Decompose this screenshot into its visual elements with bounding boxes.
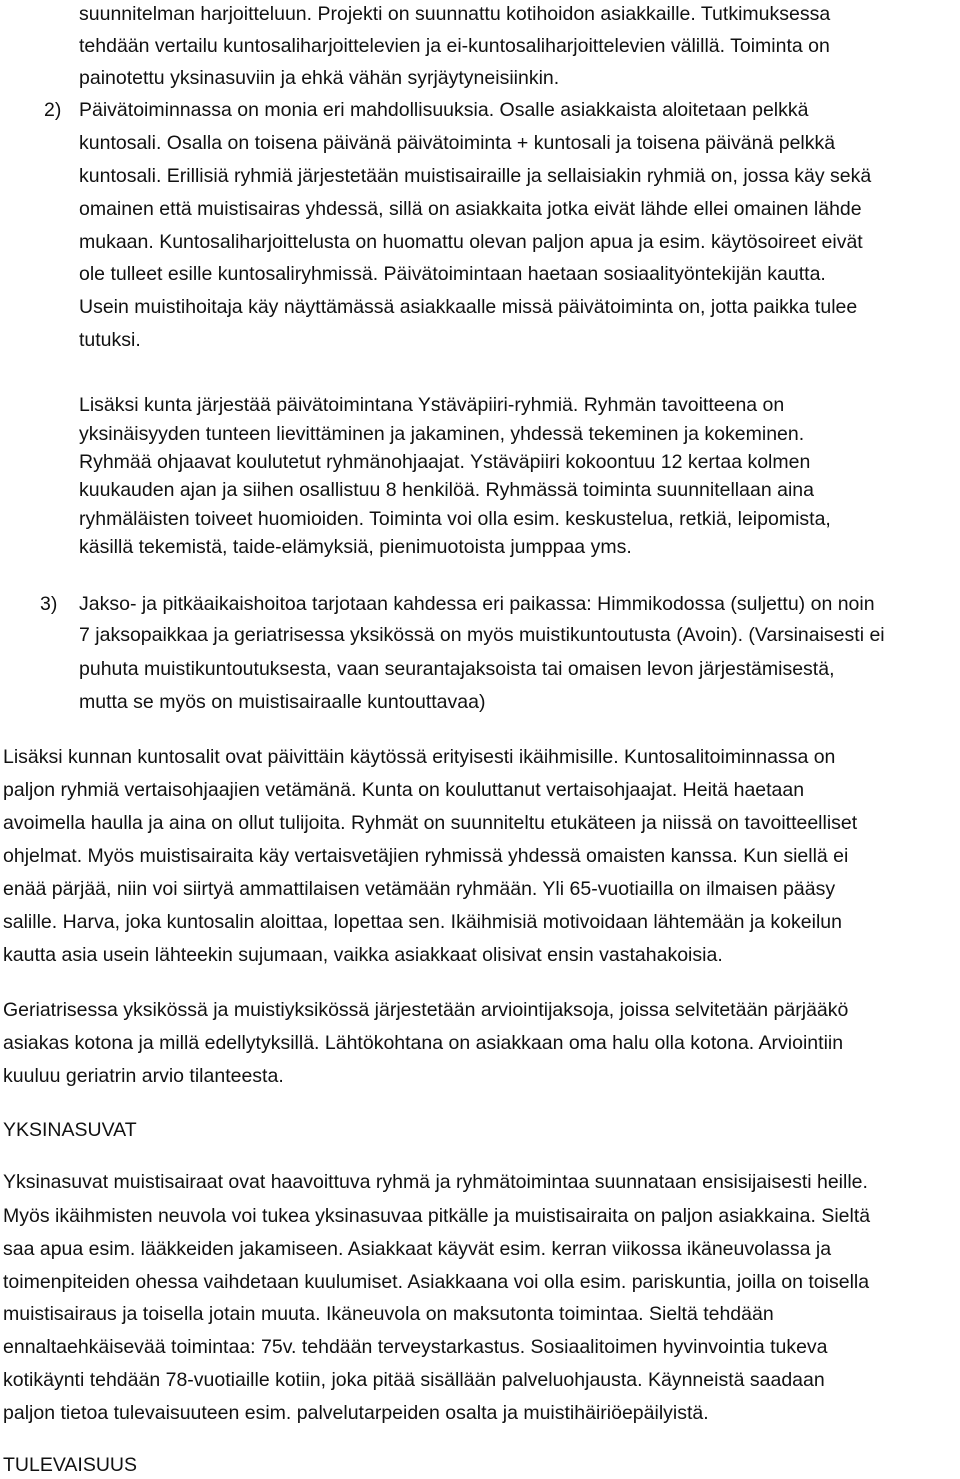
kuntosalit-line-4: ohjelmat. Myös muistisairaita käy vertaisvetäjien ryhmissä yhdessä omaisten kanssa. Kun siellä ei	[3, 845, 849, 867]
item2-line-1: Päivätoiminnassa on monia eri mahdollisuuksia. Osalle asiakkaista aloitetaan pelkkä	[79, 99, 809, 121]
item2-line-6: ole tulleet esille kuntosaliryhmissä. Päivätoimintaan haetaan sosiaalityöntekijän kautta.	[79, 263, 826, 285]
item2-line-3: kuntosali. Erillisiä ryhmiä järjestetään muistisairaille ja sellaisiakin ryhmiä on, jossa käy sekä	[79, 165, 872, 187]
item2-number: 2)	[44, 99, 62, 121]
yksinasuvat-line-6: ennaltaehkäisevää toimintaa: 75v. tehdään terveystarkastus. Sosiaalitoimen hyvinvointia tukeva	[3, 1336, 828, 1358]
item2-line-8: tutuksi.	[79, 329, 141, 351]
heading-tulevaisuus: TULEVAISUUS	[3, 1454, 138, 1476]
block1-line-2: tehdään vertailu kuntosaliharjoittelevien ja ei-kuntosaliharjoittelevien välillä. Toiminta on	[79, 35, 830, 57]
kuntosalit-line-7: kautta asia usein lähteekin sujumaan, vaikka asiakkaat olisivat ensin vastahakoisia.	[3, 944, 723, 966]
arviointi-line-1: Geriatrisessa yksikössä ja muistiyksikössä järjestetään arviointijaksoja, joissa selvitetään pärjääkö	[3, 999, 849, 1021]
yksinasuvat-line-4: toimenpiteiden ohessa vaihdetaan kuulumiset. Asiakkaana voi olla esim. pariskuntia, joilla on toisella	[3, 1271, 870, 1293]
item3-line-2: 7 jaksopaikkaa ja geriatrisessa yksikössä on myös muistikuntoutusta (Avoin). (Varsinaisesti ei	[79, 624, 885, 646]
kuntosalit-line-3: avoimella haulla ja aina on ollut tulijoita. Ryhmät on suunniteltu etukäteen ja niissä on tavoitteelliset	[3, 812, 858, 834]
item2-line-5: mukaan. Kuntosaliharjoittelusta on huomattu olevan paljon apua ja esim. käytösoireet eivät	[79, 231, 863, 253]
ystavapiiri-line-6: käsillä tekemistä, taide-elämyksiä, pienimuotoista jumppaa yms.	[79, 536, 632, 558]
yksinasuvat-line-7: kotikäynti tehdään 78-vuotiaille kotiin, joka pitää sisällään palveluohjausta. Käynneistä saadaan	[3, 1369, 825, 1391]
block1-line-1: suunnitelman harjoitteluun. Projekti on suunnattu kotihoidon asiakkaille. Tutkimuksessa	[79, 3, 831, 25]
kuntosalit-line-2: paljon ryhmiä vertaisohjaajien vetämänä. Kunta on kouluttanut vertaisohjaajat. Heitä haetaan	[3, 779, 805, 801]
kuntosalit-line-1: Lisäksi kunnan kuntosalit ovat päivittäin käytössä erityisesti ikäihmisille. Kuntosalitoiminnassa on	[3, 746, 836, 768]
yksinasuvat-line-8: paljon tietoa tulevaisuuteen esim. palvelutarpeiden osalta ja muistihäiriöepäilyistä.	[3, 1402, 709, 1424]
item3-number: 3)	[40, 593, 58, 615]
ystavapiiri-line-3: Ryhmää ohjaavat koulutetut ryhmänohjaajat. Ystäväpiiri kokoontuu 12 kertaa kolmen	[79, 451, 811, 473]
yksinasuvat-line-3: saa apua esim. lääkkeiden jakamiseen. Asiakkaat käyvät esim. kerran viikossa ikäneuvolassa ja	[3, 1238, 832, 1260]
block1-line-3: painotettu yksinasuviin ja ehkä vähän syrjäytyneisiinkin.	[79, 67, 560, 89]
item3-line-4: mutta se myös on muistisairaalle kuntouttavaa)	[79, 691, 486, 713]
kuntosalit-line-6: salille. Harva, joka kuntosalin aloittaa, lopettaa sen. Ikäihmisiä motivoidaan lähtemään ja kokeilun	[3, 911, 842, 933]
ystavapiiri-line-4: kuukauden ajan ja siihen osallistuu 8 henkilöä. Ryhmässä toiminta suunnitellaan aina	[79, 479, 814, 501]
item2-line-7: Usein muistihoitaja käy näyttämässä asiakkaalle missä päivätoiminta on, jotta paikka tulee	[79, 296, 858, 318]
arviointi-line-2: asiakas kotona ja millä edellytyksillä. Lähtökohtana on asiakkaan oma halu olla kotona. Arviointiin	[3, 1032, 844, 1054]
arviointi-line-3: kuuluu geriatrin arvio tilanteesta.	[3, 1065, 284, 1087]
ystavapiiri-line-2: yksinäisyyden tunteen lievittäminen ja jakaminen, yhdessä tekeminen ja kokeminen.	[79, 423, 805, 445]
item3-line-1: Jakso- ja pitkäaikaishoitoa tarjotaan kahdessa eri paikassa: Himmikodossa (suljettu) on noin	[79, 593, 875, 615]
ystavapiiri-line-5: ryhmäläisten toiveet huomioiden. Toiminta voi olla esim. keskustelua, retkiä, leipomista,	[79, 508, 831, 530]
item2-line-2: kuntosali. Osalla on toisena päivänä päivätoiminta + kuntosali ja toisena päivänä pelkkä	[79, 132, 836, 154]
yksinasuvat-line-2: Myös ikäihmisten neuvola voi tukea yksinasuvaa pitkälle ja muistisairaita on paljon asiakkaina. Sieltä	[3, 1205, 871, 1227]
item2-line-4: omainen että muistisairas yhdessä, sillä on asiakkaita jotka eivät lähde ellei omainen lähde	[79, 198, 862, 220]
yksinasuvat-line-5: muistisairaus ja toisella jotain muuta. Ikäneuvola on maksutonta toimintaa. Sieltä tehdään	[3, 1303, 774, 1325]
yksinasuvat-line-1: Yksinasuvat muistisairaat ovat haavoittuva ryhmä ja ryhmätoimintaa suunnataan ensisijaisesti heille.	[3, 1171, 868, 1193]
kuntosalit-line-5: enää pärjää, niin voi siirtyä ammattilaisen vetämään ryhmään. Yli 65-vuotiailla on ilmaisen pääsy	[3, 878, 836, 900]
item3-line-3: puhuta muistikuntoutuksesta, vaan seurantajaksoista tai omaisen levon järjestämisestä,	[79, 658, 835, 680]
heading-yksinasuvat: YKSINASUVAT	[3, 1119, 137, 1141]
ystavapiiri-line-1: Lisäksi kunta järjestää päivätoimintana Ystäväpiiri-ryhmiä. Ryhmän tavoitteena on	[79, 394, 785, 416]
